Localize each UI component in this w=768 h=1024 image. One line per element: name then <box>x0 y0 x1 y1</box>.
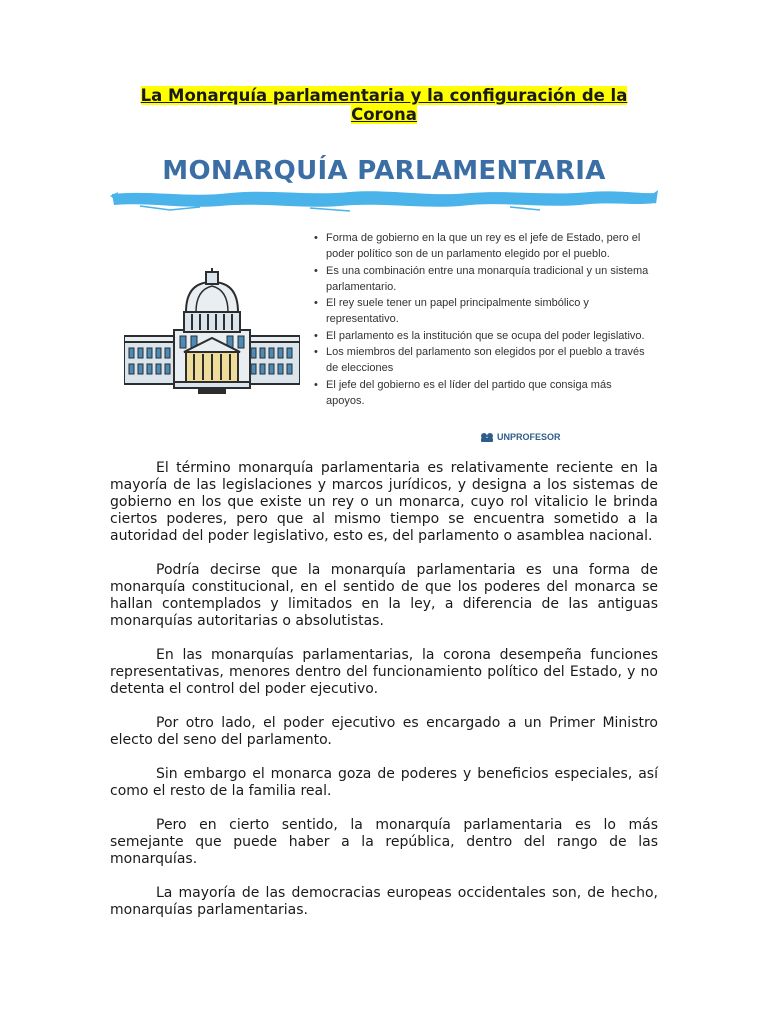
body-paragraph: Por otro lado, el poder ejecutivo es encargado a un Primer Ministro electo del seno del parlamento. <box>110 715 658 748</box>
body-paragraph: Podría decirse que la monarquía parlamentaria es una forma de monarquía constitucional, en el sentido de que los poderes del monarca se hallan contemplados y limitados en la ley, a diferencia de las antiguas monarquías autoritarias o absolutistas. <box>110 562 658 629</box>
document-title <box>110 86 658 124</box>
infographic-heading: MONARQUÍA PARLAMENTARIA <box>162 156 606 186</box>
document-body <box>110 460 658 919</box>
bullet-item: • El jefe del gobierno es el líder del partido que consiga más apoyos. <box>312 377 652 410</box>
infographic-bullet-list <box>312 230 652 409</box>
unprofesor-logo <box>480 432 561 442</box>
bullet-item: • El parlamento es la institución que se ocupa del poder legislativo. <box>312 328 652 344</box>
body-paragraph: Pero en cierto sentido, la monarquía parlamentaria es lo más semejante que puede haber a la república, dentro del rango de las monarquías. <box>110 817 658 867</box>
infographic <box>110 144 658 442</box>
bullet-item: • El rey suele tener un papel principalmente simbólico y representativo. <box>312 295 652 328</box>
brand-name: UNPROFESOR <box>497 432 561 442</box>
document-title-text: La Monarquía parlamentaria y la configuración de la Corona <box>140 86 628 124</box>
body-paragraph: La mayoría de las democracias europeas occidentales son, de hecho, monarquías parlamentarias. <box>110 885 658 918</box>
brand-icon <box>480 432 494 442</box>
body-paragraph: El término monarquía parlamentaria es relativamente reciente en la mayoría de las legislaciones y marcos jurídicos, y designa a los sistemas de gobierno en los que existe un rey o un monarca, cuyo rol vitalicio le brinda ciertos poderes, pero que al mismo tiempo se encuentra sometido a la autoridad del poder legislativo, esto es, del parlamento o asamblea nacional. <box>110 460 658 544</box>
body-paragraph: En las monarquías parlamentarias, la corona desempeña funciones representativas, menores dentro del funcionamiento político del Estado, y no detenta el control del poder ejecutivo. <box>110 647 658 697</box>
body-paragraph: Sin embargo el monarca goza de poderes y beneficios especiales, así como el resto de la familia real. <box>110 766 658 799</box>
capitol-building-illustration <box>124 268 300 418</box>
bullet-item: • Forma de gobierno en la que un rey es el jefe de Estado, pero el poder político son de un parlamento elegido por el pueblo. <box>312 230 652 263</box>
bullet-item: • Los miembros del parlamento son elegidos por el pueblo a través de elecciones <box>312 344 652 377</box>
document-page <box>110 0 658 936</box>
brush-stroke-divider <box>110 184 658 214</box>
bullet-item: • Es una combinación entre una monarquía tradicional y un sistema parlamentario. <box>312 263 652 296</box>
